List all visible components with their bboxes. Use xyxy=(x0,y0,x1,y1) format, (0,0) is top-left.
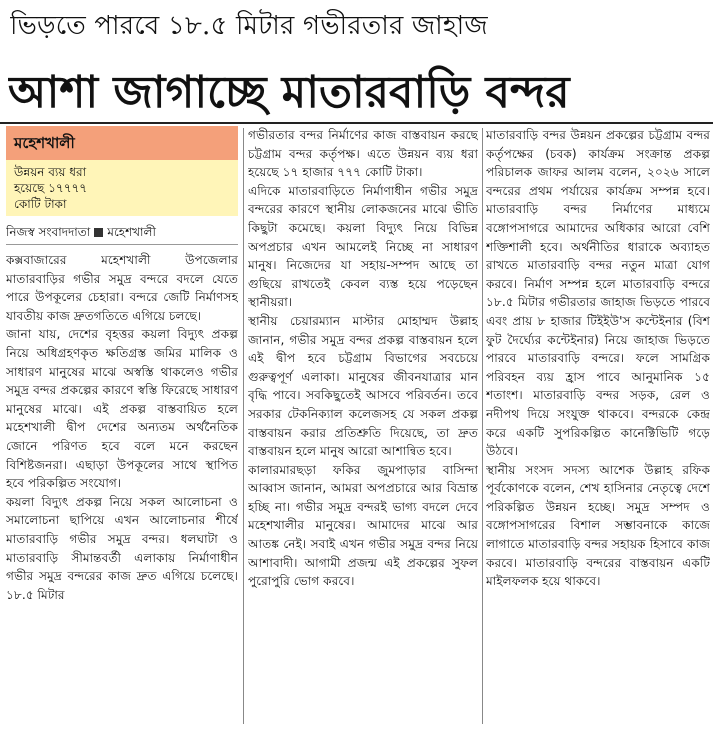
paragraph: স্থানীয় সংসদ সদস্য আশেক উল্লাহ রফিক পূর্বকোণকে বলেন, শেখ হাসিনার নেতৃত্বে দেশে পরিকল্পিত উন্নয়ন হচ্ছে। সমুদ্র সম্পদ ও বঙ্গোপসাগরের বিশাল সম্ভাবনাকে কাজে লাগাতে মাতারবাড়ি বন্দর সহায়ক হিসাবে কাজ করবে। মাতারবাড়ি বন্দরের বাস্তবায়ন একটি মাইলফলক হয়ে থাকবে। xyxy=(486,462,710,589)
cost-line-2: হয়েছে ১৭৭৭৭ xyxy=(14,181,88,195)
paragraph: এদিকে মাতারবাড়িতে নির্মাণাধীন গভীর সমুদ্র বন্দরের কারণে স্থানীয় লোকজনের মাঝে ভীতি কিছুটা কমেছে। কয়লা বিদ্যুৎ নিয়ে বিভিন্ন অপপ্রচার এখন আমলেই নিচ্ছে না সাধারণ মানুষ। নিজেদের যা সহায়-সম্পদ আছে তা গুছিয়ে রাখতেই কেবল ব্যস্ত হয়ে পড়েছেন স্থানীয়রা। xyxy=(248,183,478,310)
article-column-2 xyxy=(248,126,478,726)
article-column-3 xyxy=(486,126,710,726)
square-bullet-icon xyxy=(94,228,103,237)
kicker-headline: ভিড়তে পারবে ১৮.৫ মিটার গভীরতার জাহাজ xyxy=(10,11,488,41)
location-label: মহেশখালী xyxy=(6,126,238,160)
paragraph: গভীরতার বন্দর নির্মাণের কাজ বাস্তবায়ন করছে চট্টগ্রাম বন্দর কর্তৃপক্ষ। এতে উন্নয়ন ব্যয় ধরা হয়েছে ১৭ হাজার ৭৭৭ কোটি টাকা। xyxy=(248,128,478,180)
byline xyxy=(6,222,238,245)
info-box xyxy=(6,126,238,216)
column-divider xyxy=(482,128,483,724)
paragraph: জানা যায়, দেশের বৃহত্তর কয়লা বিদ্যুৎ প্রকল্প নিয়ে অধিগ্রহণকৃত ক্ষতিগ্রস্ত জমির মালিক ও সাধারণ মানুষের মাঝে অস্বস্তি থাকলেও গভীর সমুদ্র বন্দর প্রকল্পের কারণে স্বস্তি ফিরেছে সাধারণ মানুষের মাঝে। এই প্রকল্প বাস্তবায়িত হলে মহেশখালী দ্বীপ দেশের অন্যতম অর্থনৈতিক জোনে পরিণত হবে বলে মনে করছেন বিশিষ্টজনরা। এছাড়া উপকূলের সাথে স্থাপিত হবে পরিকল্পিত সংযোগ। xyxy=(6,327,238,491)
column-1-body xyxy=(6,251,238,604)
paragraph: কয়লা বিদ্যুৎ প্রকল্প নিয়ে সকল আলোচনা ও সমালোচনা ছাপিয়ে এখন আলোচনার শীর্ষে মাতারবাড়ি গভীর সমুদ্র বন্দর। ধলঘাটা ও মাতারবাড়ি সীমান্তবর্তী এলাকায় নির্মাণাধীন গভীর সমুদ্র বন্দরের কাজ দ্রুত এগিয়ে চলেছে। ১৮.৫ মিটার xyxy=(6,494,238,602)
headline-rule xyxy=(0,122,713,124)
main-headline: আশা জাগাচ্ছে মাতারবাড়ি বন্দর xyxy=(8,67,570,118)
byline-place: মহেশখালী xyxy=(107,225,156,239)
byline-reporter: নিজস্ব সংবাদদাতা xyxy=(6,225,91,239)
paragraph: কালারমারছড়া ফকির জুমপাড়ার বাসিন্দা আব্বাস জানান, আমরা অপপ্রচারে আর বিভ্রান্ত হচ্ছি না। গভীর সমুদ্র বন্দরই ভাগ্য বদলে দেবে মহেশখালীর মানুষের। আমাদের মাঝে আর আতঙ্ক নেই। সবাই এখন গভীর সমুদ্র বন্দর নিয়ে আশাবাদী। আগামী প্রজন্ম এই প্রকল্পের সুফল পুরোপুরি ভোগ করবে। xyxy=(248,462,478,589)
cost-line-3: কোটি টাকা xyxy=(14,197,67,211)
paragraph: মাতারবাড়ি বন্দর উন্নয়ন প্রকল্পের চট্টগ্রাম বন্দর কর্তৃপক্ষের (চবক) কার্যক্রম সংক্রান্ত প্রকল্প পরিচালক জাফর আলম বলেন, ২০২৬ সালে বন্দরের প্রথম পর্যায়ের কার্যক্রম সম্পন্ন হবে। মাতারবাড়ি বন্দর নির্মাণের মাধ্যমে বঙ্গোপসাগরে আমাদের অধিকার আরো বেশি শক্তিশালী হবে। অর্থনীতির ধারাকে অব্যাহত রাখতে মাতারবাড়ি বন্দর নতুন মাত্রা যোগ করবে। নির্মাণ সম্পন্ন হলে মাতারবাড়ি বন্দরে ১৮.৫ মিটার গভীরতার জাহাজ ভিড়তে পারবে এবং প্রায় ৮ হাজার টিইইউ'স কন্টেইনার (বিশ ফুট দৈর্ঘ্যের কন্টেইনার) নিয়ে জাহাজ ভিড়তে পারবে মাতারবাড়ি বন্দরে। ফলে সামগ্রিক পরিবহন ব্যয় হ্রাস পাবে আনুমানিক ১৫ শতাংশ। মাতারবাড়ি বন্দর সড়ক, রেল ও নদীপথ দিয়ে সংযুক্ত থাকবে। বন্দরকে কেন্দ্র করে একটি সুপরিকল্পিত কানেক্টিভিটি গড়ে উঠবে। xyxy=(486,128,710,459)
paragraph: স্থানীয় চেয়ারম্যান মাস্টার মোহাম্মদ উল্লাহ জানান, গভীর সমুদ্র বন্দর প্রকল্প বাস্তবায়ন হলে এই দ্বীপ হবে চট্টগ্রাম বিভাগের সবচেয়ে গুরুত্বপূর্ণ এলাকা। মানুষের জীবনযাত্রার মান বৃদ্ধি পাবে। সবকিছুতেই আসবে পরিবর্তন। তবে সরকার টেকনিক্যাল কলেজসহ যে সকল প্রকল্প বাস্তবায়ন করার প্রতিশ্রুতি দিয়েছে, তা দ্রুত বাস্তবায়ন হলে মানুষ আরো আশান্বিত হবে। xyxy=(248,313,478,459)
cost-box xyxy=(6,160,238,216)
paragraph: কক্সবাজারের মহেশখালী উপজেলার মাতারবাড়ির গভীর সমুদ্র বন্দরে বদলে যেতে পারে উপকূলের চেহারা। বন্দরে জেটি নির্মাণসহ যাবতীয় কাজ দ্রুতগতিতে এগিয়ে চলছে। xyxy=(6,253,238,323)
article-column-1 xyxy=(6,126,238,726)
cost-line-1: উন্নয়ন ব্যয় ধরা xyxy=(14,165,87,179)
column-divider xyxy=(243,128,244,724)
